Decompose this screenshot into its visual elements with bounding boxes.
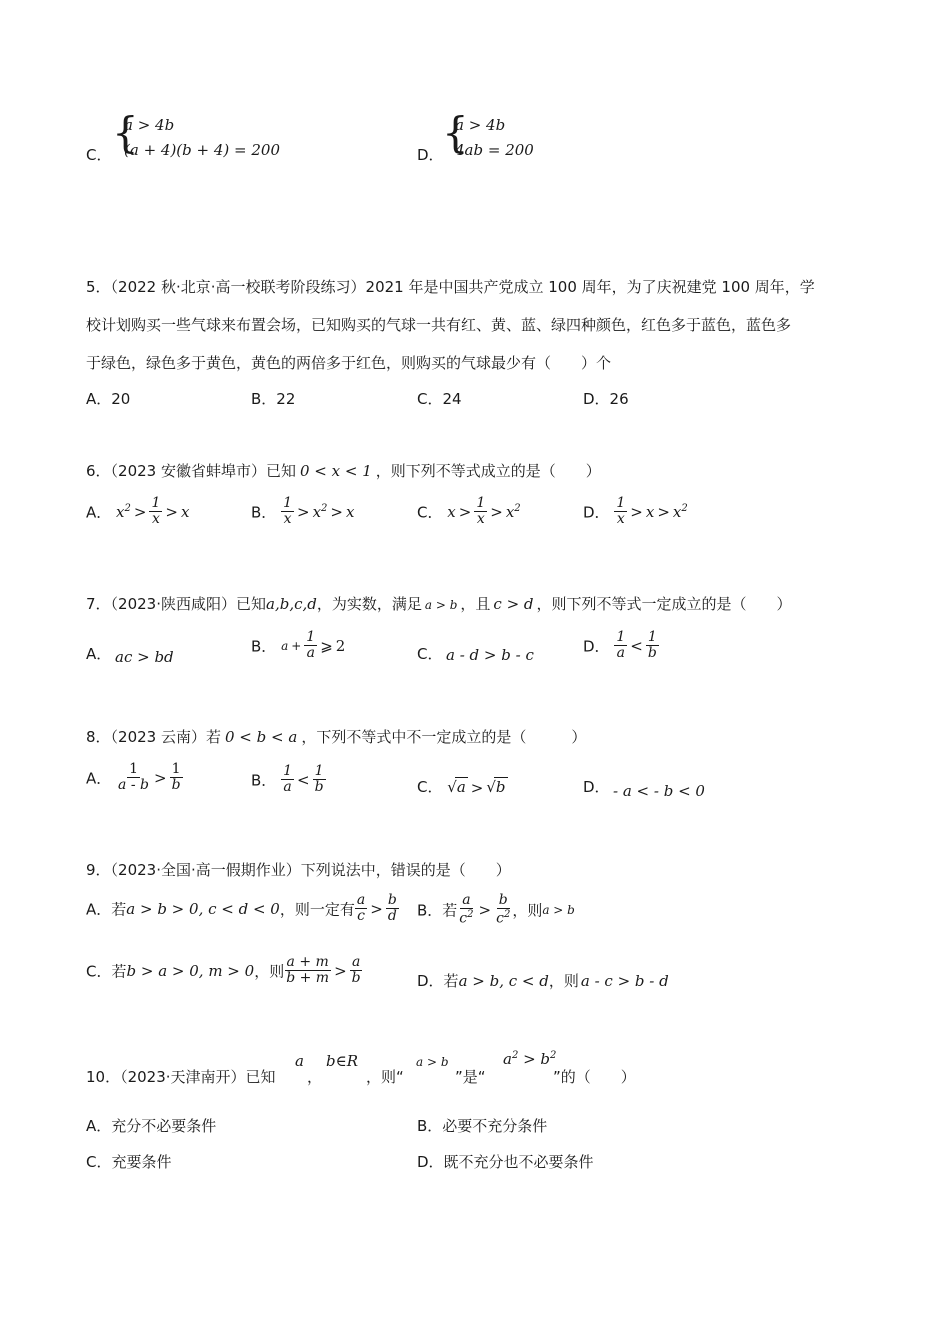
q4-option-c-line1: a > 4b [124,116,175,134]
q10-comma: ， [307,1068,323,1086]
q5-option-d: D．26 [583,390,629,408]
q8-option-c: C． √a > √b [417,778,506,797]
q9-stem: 9．（2023·全国·高一假期作业）下列说法中，错误的是（ ） [86,861,511,879]
q5-stem-line1: 5．（2022 秋·北京·高一校联考阶段练习）2021 年是中国共产党成立 100 周年，为了庆祝建党 100 周年，学 [86,278,815,296]
q6-option-b-label: B． [251,503,277,522]
q9-option-a-prefix: A．若 [86,900,127,919]
q6-stem-prefix: 6．（2023 安徽省蚌埠市）已知 [86,462,296,480]
q10-condition-1: a > b [416,1055,449,1069]
q9-option-b-conclusion: a > b [542,903,575,918]
q6-option-d-label: D． [583,503,610,522]
q8-option-c-label: C． [417,778,443,796]
q6-option-c: C． x > $\frac{1}{x}$ > $x^2$ [417,495,521,528]
q8-option-b: B． $\frac{1}{a}$ < $\frac{1}{b}$ [251,763,324,796]
q9-option-c-prefix: C．若 [86,962,127,981]
q6-stem-suffix: ，则下列不等式成立的是（ ） [375,462,601,480]
q8-condition: 0 < b < a [225,728,298,746]
q10-var-a: a [295,1052,304,1070]
q6-option-b: B． $\frac{1}{x}$ > $x^2 > x$ [251,495,355,528]
q4-option-c-line2: (a + 4)(b + 4) = 200 [124,141,280,159]
q8-option-a: A． $\frac{1}{a - b}$ > $\frac{1}{b}$ [86,761,181,794]
q7-option-a: ac > bd [115,648,174,666]
q4-option-d-label: D． [417,146,444,164]
q7-cond1: a > b [424,598,458,612]
q7-stem-prefix: 7．（2023·陕西咸阳）已知 [86,595,266,613]
q9-option-d-conclusion: a - c > b - d [580,972,669,990]
q7-option-c-label: C． [417,645,443,663]
q7-option-c: a - d > b - c [446,646,534,664]
q10-stem-mid2: ”是“ [455,1068,486,1086]
q7-stem-mid2: ，且 [460,595,491,613]
q10-option-c: C．充要条件 [86,1153,172,1171]
q6-option-a: A． $x^2$ > $\frac{1}{x}$ > x [86,495,190,528]
q6-stem [86,460,601,481]
q7-option-b-label: B． [251,637,277,656]
q4-option-d-brace: { [442,108,469,157]
q9-option-b-prefix: B．若 [417,901,458,920]
q10-option-a: A．充分不必要条件 [86,1117,217,1135]
q9-option-c-mid: ，则 [254,962,285,981]
q8-option-a-label: A． [86,769,112,788]
q7-stem [86,593,792,614]
q7-stem-suffix: ，则下列不等式一定成立的是（ ） [536,595,792,613]
q9-option-d-mid: ，则 [548,972,579,990]
q6-option-d: D． $\frac{1}{x}$ > $x > x^2$ [583,495,688,528]
q10-condition-2: $a^2 > b^2$ [503,1050,557,1068]
q8-stem-prefix: 8．（2023 云南）若 [86,728,221,746]
q4-option-c-label: C． [86,146,112,164]
q10-var-b: b∈R [326,1052,358,1070]
q4-option-c-brace: { [112,108,139,157]
q8-option-d: - a < - b < 0 [613,782,705,800]
q8-stem [86,726,586,747]
q7-option-d-label: D． [583,637,610,656]
q8-option-b-label: B． [251,771,277,790]
q9-option-d-condition: a > b, c < d [458,972,549,990]
q5-stem-line3: 于绿色，绿色多于黄色，黄色的两倍多于红色，则购买的气球最少有（ ）个 [86,354,612,372]
q6-option-c-label: C． [417,503,443,522]
q9-option-a-condition: a > b > 0, c < d < 0 [126,899,280,918]
q8-stem-suffix: ，下列不等式中不一定成立的是（ ） [301,728,587,746]
q7-option-d: D． $\frac{1}{a}$ < $\frac{1}{b}$ [583,629,657,662]
q7-stem-mid1: ，为实数，满足 [316,595,422,613]
q5-stem-line2: 校计划购买一些气球来布置会场，已知购买的气球一共有红、黄、蓝、绿四种颜色，红色多于蓝色，蓝色多 [86,316,792,334]
q9-option-d [417,970,669,991]
q9-option-b: B．若 $\frac{a}{c^2}$ > $\frac{b}{c^2}$ ，则a > b [417,892,575,928]
q9-option-a: A．若a > b > 0, c < d < 0，则一定有 $\frac{a}{c}$ > $\frac{b}{d}$ [86,892,397,925]
q5-option-b: B．22 [251,390,296,408]
q9-option-d-prefix: D．若 [417,972,459,990]
q7-option-b: B． a + $\frac{1}{a}$ ⩾ 2 [251,629,346,662]
q10-option-d: D．既不充分也不必要条件 [417,1153,594,1171]
q4-option-d-line2: 4ab = 200 [455,141,534,159]
q5-option-c: C．24 [417,390,462,408]
q7-cond2: c > d [493,595,534,613]
q10-stem-mid3: ”的（ ） [553,1068,636,1086]
q10-stem-prefix: 10．（2023·天津南开）已知 [86,1068,276,1086]
q8-option-d-label: D． [583,778,610,796]
q6-condition: 0 < x < 1 [300,462,372,480]
q7-option-a-label: A． [86,645,112,663]
q9-option-c-condition: b > a > 0, m > 0 [126,961,255,980]
q10-stem-mid: ，则“ [366,1068,404,1086]
q10-option-b: B．必要不充分条件 [417,1117,548,1135]
q9-option-c: C．若b > a > 0, m > 0，则 $\frac{a + m}{b + m}$ > $\frac{a}{b}$ [86,954,361,987]
q6-option-a-label: A． [86,503,112,522]
q5-option-a: A．20 [86,390,131,408]
q4-option-d-line1: a > 4b [455,116,506,134]
q9-option-a-mid: ，则一定有 [279,900,355,919]
q7-vars: a,b,c,d [266,595,317,613]
q9-option-b-mid: ，则 [512,901,543,920]
